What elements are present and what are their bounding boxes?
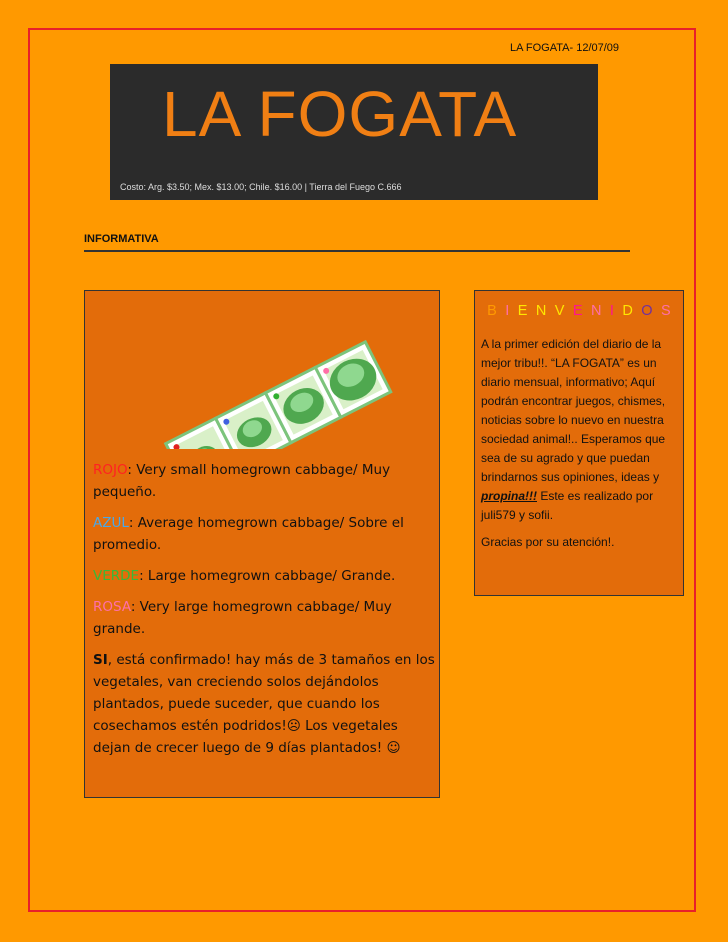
legend-separator: : <box>139 568 148 584</box>
header-date: LA FOGATA- 12/07/09 <box>510 42 620 54</box>
legend-key: VERDE <box>93 568 140 584</box>
welcome-letter: S <box>660 303 673 319</box>
growth-note <box>93 649 437 759</box>
welcome-letter: B <box>487 303 500 319</box>
welcome-letter: O <box>641 303 655 319</box>
legend-separator: : <box>130 599 140 615</box>
section-label: INFORMATIVA <box>84 233 159 245</box>
legend-text: Very large homegrown cabbage/ Muy grande. <box>93 599 392 637</box>
cabbage-info-box <box>84 290 440 798</box>
legend-item-verde <box>93 565 437 587</box>
legend-item-rojo <box>93 459 437 503</box>
legend-key: ROJO <box>93 462 128 478</box>
legend-separator: : <box>127 462 137 478</box>
welcome-letter: V <box>554 303 567 319</box>
section-divider <box>84 250 630 252</box>
welcome-letter: N <box>535 303 549 319</box>
welcome-letter: D <box>622 303 636 319</box>
legend-text: Very small homegrown cabbage/ Muy pequeño. <box>93 462 391 500</box>
growth-note-text: , está confirmado! hay más de 3 tamaños en los vegetales, van creciendo solos dejándolos plantados, puede suceder, que cuando los cosechamos estén podridos!☹ Los vegetales dejan de crecer luego de 9 días plantados! ☺ <box>93 652 435 756</box>
thanks-line: Gracias por su atención!. <box>481 535 615 549</box>
intro-paragraph <box>481 335 679 525</box>
legend-item-azul <box>93 512 437 556</box>
welcome-letter: N <box>590 303 604 319</box>
welcome-box <box>474 290 684 596</box>
masthead-banner <box>110 64 598 200</box>
masthead-price-line: Costo: Arg. $3.50; Mex. $13.00; Chile. $16.00 | Tierra del Fuego C.666 <box>120 182 402 192</box>
masthead-title: LA FOGATA <box>162 78 518 150</box>
legend-key: ROSA <box>93 599 131 615</box>
legend-separator: : <box>128 515 138 531</box>
legend-key: AZUL <box>93 515 129 531</box>
welcome-heading <box>475 303 685 319</box>
legend-item-rosa <box>93 596 437 640</box>
welcome-letter: E <box>517 303 530 319</box>
legend-text: Large homegrown cabbage/ Grande. <box>147 568 396 584</box>
legend-text: Average homegrown cabbage/ Sobre el promedio. <box>93 515 404 553</box>
welcome-letter: I <box>505 303 512 319</box>
welcome-letter: I <box>609 303 617 319</box>
welcome-letter: E <box>572 303 585 319</box>
intro-text: A la primer edición del diario de la mejor tribu!!. “LA FOGATA” es un diario mensual, informativo; Aquí podrán encontrar juegos, chismes, noticias sobre lo nuevo en nuestra sociedad animal!.. Esperamos que sea de su agrado y que puedan brindarnos sus opiniones, ideas y <box>481 337 666 484</box>
growth-note-emphasis: SI <box>93 652 108 668</box>
intro-credit: Este es realizado por juli579 y sofii. <box>481 489 654 522</box>
cabbage-legend <box>93 459 437 768</box>
cabbage-sizes-icon <box>145 309 445 449</box>
welcome-text <box>481 335 679 560</box>
propina-emphasis: propina!!! <box>481 489 537 503</box>
